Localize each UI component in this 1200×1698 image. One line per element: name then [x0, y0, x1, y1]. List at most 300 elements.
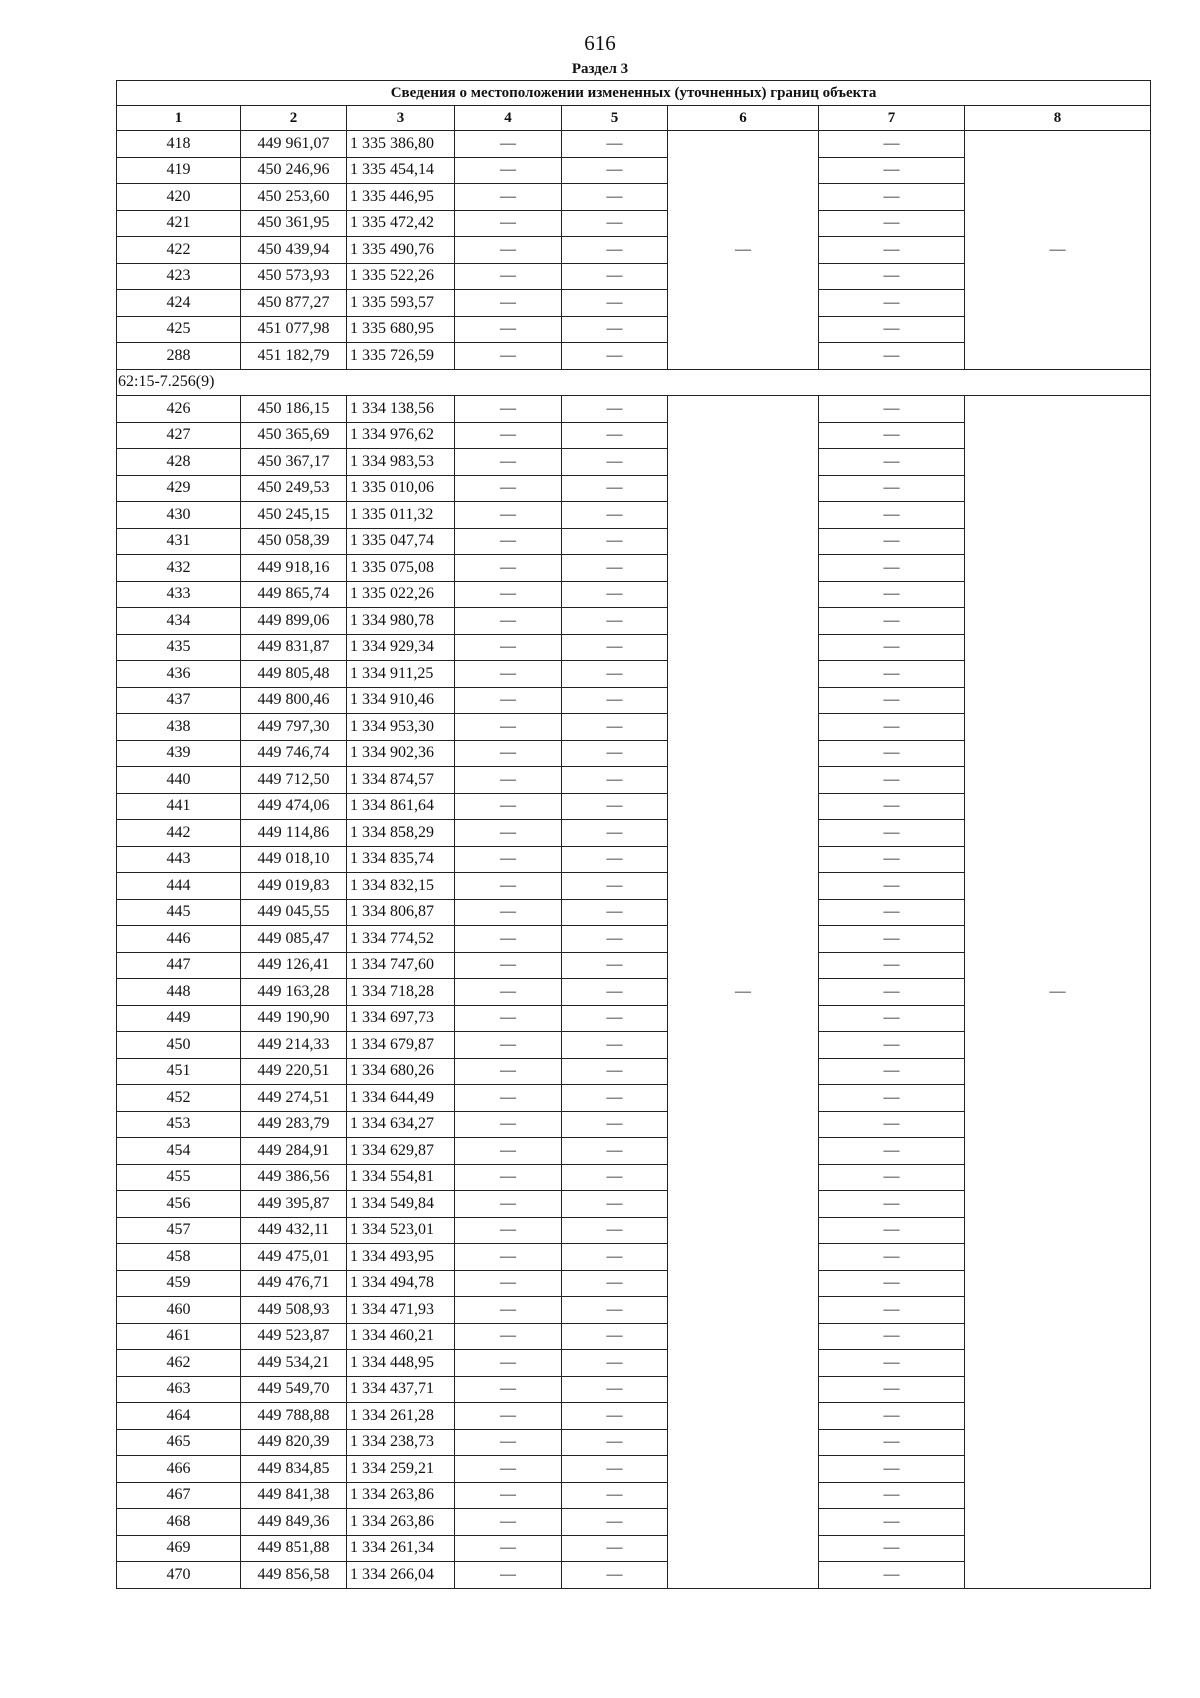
col7-dash-cell: —: [819, 661, 965, 688]
col7-dash-cell: —: [819, 157, 965, 184]
col4-dash-cell: —: [455, 237, 562, 264]
x-coordinate-cell: 451 182,79: [241, 343, 347, 370]
y-coordinate-cell: 1 334 634,27: [347, 1111, 455, 1138]
col7-dash-cell: —: [819, 608, 965, 635]
col5-dash-cell: —: [562, 1270, 668, 1297]
col5-dash-cell: —: [562, 528, 668, 555]
table-body: [117, 131, 1151, 1589]
col7-dash-cell: —: [819, 290, 965, 317]
y-coordinate-cell: 1 334 902,36: [347, 740, 455, 767]
col7-dash-cell: —: [819, 237, 965, 264]
section-title: Раздел 3: [571, 61, 629, 77]
x-coordinate-cell: 449 549,70: [241, 1376, 347, 1403]
col5-dash-cell: —: [562, 449, 668, 476]
x-coordinate-cell: 450 439,94: [241, 237, 347, 264]
x-coordinate-cell: 450 365,69: [241, 422, 347, 449]
x-coordinate-cell: 449 274,51: [241, 1085, 347, 1112]
point-number-cell: 469: [117, 1535, 241, 1562]
x-coordinate-cell: 449 841,38: [241, 1482, 347, 1509]
point-number-cell: 426: [117, 396, 241, 423]
x-coordinate-cell: 449 475,01: [241, 1244, 347, 1271]
x-coordinate-cell: 449 214,33: [241, 1032, 347, 1059]
y-coordinate-cell: 1 334 629,87: [347, 1138, 455, 1165]
col7-dash-cell: —: [819, 1058, 965, 1085]
y-coordinate-cell: 1 335 726,59: [347, 343, 455, 370]
coordinates-table: [116, 80, 1151, 1589]
point-number-cell: 464: [117, 1403, 241, 1430]
col5-dash-cell: —: [562, 263, 668, 290]
col5-dash-cell: —: [562, 608, 668, 635]
point-number-cell: 429: [117, 475, 241, 502]
col4-dash-cell: —: [455, 1191, 562, 1218]
x-coordinate-cell: 450 367,17: [241, 449, 347, 476]
column-number: 6: [668, 106, 819, 131]
point-number-cell: 468: [117, 1509, 241, 1536]
col4-dash-cell: —: [455, 1270, 562, 1297]
point-number-cell: 461: [117, 1323, 241, 1350]
point-number-cell: 436: [117, 661, 241, 688]
point-number-cell: 448: [117, 979, 241, 1006]
col5-dash-cell: —: [562, 1562, 668, 1589]
col4-dash-cell: —: [455, 131, 562, 158]
point-number-cell: 425: [117, 316, 241, 343]
col4-dash-cell: —: [455, 343, 562, 370]
y-coordinate-cell: 1 335 472,42: [347, 210, 455, 237]
x-coordinate-cell: 449 523,87: [241, 1323, 347, 1350]
col7-dash-cell: —: [819, 396, 965, 423]
col5-dash-cell: —: [562, 820, 668, 847]
y-coordinate-cell: 1 335 010,06: [347, 475, 455, 502]
col7-dash-cell: —: [819, 820, 965, 847]
point-number-cell: 441: [117, 793, 241, 820]
col7-dash-cell: —: [819, 634, 965, 661]
point-number-cell: 459: [117, 1270, 241, 1297]
point-number-cell: 442: [117, 820, 241, 847]
point-number-cell: 455: [117, 1164, 241, 1191]
col5-dash-cell: —: [562, 952, 668, 979]
col5-dash-cell: —: [562, 899, 668, 926]
col7-dash-cell: —: [819, 449, 965, 476]
column-number: 8: [965, 106, 1151, 131]
col4-dash-cell: —: [455, 555, 562, 582]
y-coordinate-cell: 1 334 980,78: [347, 608, 455, 635]
col7-dash-cell: —: [819, 1217, 965, 1244]
point-number-cell: 462: [117, 1350, 241, 1377]
y-coordinate-cell: 1 334 549,84: [347, 1191, 455, 1218]
x-coordinate-cell: 449 899,06: [241, 608, 347, 635]
col5-dash-cell: —: [562, 767, 668, 794]
col5-dash-cell: —: [562, 1138, 668, 1165]
x-coordinate-cell: 449 820,39: [241, 1429, 347, 1456]
col5-dash-cell: —: [562, 1217, 668, 1244]
col4-dash-cell: —: [455, 396, 562, 423]
col4-dash-cell: —: [455, 767, 562, 794]
col5-dash-cell: —: [562, 131, 668, 158]
x-coordinate-cell: 449 712,50: [241, 767, 347, 794]
y-coordinate-cell: 1 334 263,86: [347, 1482, 455, 1509]
col5-dash-cell: —: [562, 1376, 668, 1403]
y-coordinate-cell: 1 334 138,56: [347, 396, 455, 423]
y-coordinate-cell: 1 334 953,30: [347, 714, 455, 741]
y-coordinate-cell: 1 334 861,64: [347, 793, 455, 820]
col4-dash-cell: —: [455, 926, 562, 953]
point-number-cell: 463: [117, 1376, 241, 1403]
col7-dash-cell: —: [819, 1138, 965, 1165]
col4-dash-cell: —: [455, 1032, 562, 1059]
col5-dash-cell: —: [562, 873, 668, 900]
y-coordinate-cell: 1 335 454,14: [347, 157, 455, 184]
point-number-cell: 418: [117, 131, 241, 158]
y-coordinate-cell: 1 335 047,74: [347, 528, 455, 555]
point-number-cell: 457: [117, 1217, 241, 1244]
col7-dash-cell: —: [819, 1403, 965, 1430]
point-number-cell: 427: [117, 422, 241, 449]
y-coordinate-cell: 1 334 437,71: [347, 1376, 455, 1403]
col5-dash-cell: —: [562, 1429, 668, 1456]
col6-merged-dash-cell: —: [668, 131, 819, 370]
x-coordinate-cell: 451 077,98: [241, 316, 347, 343]
col5-dash-cell: —: [562, 316, 668, 343]
point-number-cell: 444: [117, 873, 241, 900]
x-coordinate-cell: 450 253,60: [241, 184, 347, 211]
col7-dash-cell: —: [819, 1509, 965, 1536]
x-coordinate-cell: 449 849,36: [241, 1509, 347, 1536]
y-coordinate-cell: 1 334 259,21: [347, 1456, 455, 1483]
col5-dash-cell: —: [562, 1058, 668, 1085]
col4-dash-cell: —: [455, 714, 562, 741]
col5-dash-cell: —: [562, 502, 668, 529]
col4-dash-cell: —: [455, 157, 562, 184]
point-number-cell: 451: [117, 1058, 241, 1085]
col5-dash-cell: —: [562, 1191, 668, 1218]
col7-dash-cell: —: [819, 714, 965, 741]
col5-dash-cell: —: [562, 581, 668, 608]
col7-dash-cell: —: [819, 899, 965, 926]
col7-dash-cell: —: [819, 1005, 965, 1032]
col5-dash-cell: —: [562, 1111, 668, 1138]
col5-dash-cell: —: [562, 1297, 668, 1324]
y-coordinate-cell: 1 334 697,73: [347, 1005, 455, 1032]
col7-dash-cell: —: [819, 1111, 965, 1138]
point-number-cell: 456: [117, 1191, 241, 1218]
x-coordinate-cell: 449 386,56: [241, 1164, 347, 1191]
point-number-cell: 438: [117, 714, 241, 741]
y-coordinate-cell: 1 334 493,95: [347, 1244, 455, 1271]
col7-dash-cell: —: [819, 475, 965, 502]
point-number-cell: 435: [117, 634, 241, 661]
col7-dash-cell: —: [819, 1297, 965, 1324]
col4-dash-cell: —: [455, 1456, 562, 1483]
x-coordinate-cell: 449 865,74: [241, 581, 347, 608]
col7-dash-cell: —: [819, 1376, 965, 1403]
col5-dash-cell: —: [562, 846, 668, 873]
col4-dash-cell: —: [455, 1482, 562, 1509]
table-caption: Сведения о местоположении измененных (уточненных) границ объекта: [117, 81, 1151, 106]
point-number-cell: 439: [117, 740, 241, 767]
col5-dash-cell: —: [562, 926, 668, 953]
x-coordinate-cell: 449 045,55: [241, 899, 347, 926]
y-coordinate-cell: 1 334 680,26: [347, 1058, 455, 1085]
x-coordinate-cell: 450 877,27: [241, 290, 347, 317]
point-number-cell: 419: [117, 157, 241, 184]
x-coordinate-cell: 449 114,86: [241, 820, 347, 847]
point-number-cell: 288: [117, 343, 241, 370]
col8-merged-dash-cell: —: [965, 396, 1151, 1589]
col7-dash-cell: —: [819, 210, 965, 237]
y-coordinate-cell: 1 334 554,81: [347, 1164, 455, 1191]
col5-dash-cell: —: [562, 740, 668, 767]
y-coordinate-cell: 1 334 806,87: [347, 899, 455, 926]
col7-dash-cell: —: [819, 1535, 965, 1562]
col7-dash-cell: —: [819, 793, 965, 820]
col5-dash-cell: —: [562, 184, 668, 211]
point-number-cell: 420: [117, 184, 241, 211]
col5-dash-cell: —: [562, 1482, 668, 1509]
x-coordinate-cell: 449 856,58: [241, 1562, 347, 1589]
col7-dash-cell: —: [819, 184, 965, 211]
point-number-cell: 422: [117, 237, 241, 264]
x-coordinate-cell: 449 474,06: [241, 793, 347, 820]
col4-dash-cell: —: [455, 740, 562, 767]
col7-dash-cell: —: [819, 1429, 965, 1456]
col5-dash-cell: —: [562, 793, 668, 820]
y-coordinate-cell: 1 334 266,04: [347, 1562, 455, 1589]
column-number: 7: [819, 106, 965, 131]
col4-dash-cell: —: [455, 899, 562, 926]
x-coordinate-cell: 449 126,41: [241, 952, 347, 979]
col4-dash-cell: —: [455, 1111, 562, 1138]
col7-dash-cell: —: [819, 555, 965, 582]
col5-dash-cell: —: [562, 1085, 668, 1112]
col4-dash-cell: —: [455, 290, 562, 317]
point-number-cell: 431: [117, 528, 241, 555]
col4-dash-cell: —: [455, 608, 562, 635]
x-coordinate-cell: 450 186,15: [241, 396, 347, 423]
x-coordinate-cell: 449 220,51: [241, 1058, 347, 1085]
col7-dash-cell: —: [819, 422, 965, 449]
col4-dash-cell: —: [455, 422, 562, 449]
x-coordinate-cell: 449 834,85: [241, 1456, 347, 1483]
x-coordinate-cell: 449 788,88: [241, 1403, 347, 1430]
col4-dash-cell: —: [455, 1509, 562, 1536]
col7-dash-cell: —: [819, 846, 965, 873]
col4-dash-cell: —: [455, 502, 562, 529]
col4-dash-cell: —: [455, 661, 562, 688]
col4-dash-cell: —: [455, 979, 562, 1006]
col4-dash-cell: —: [455, 1376, 562, 1403]
col5-dash-cell: —: [562, 210, 668, 237]
col5-dash-cell: —: [562, 979, 668, 1006]
col5-dash-cell: —: [562, 475, 668, 502]
col7-dash-cell: —: [819, 131, 965, 158]
col5-dash-cell: —: [562, 1244, 668, 1271]
col4-dash-cell: —: [455, 820, 562, 847]
col5-dash-cell: —: [562, 1323, 668, 1350]
col7-dash-cell: —: [819, 316, 965, 343]
col4-dash-cell: —: [455, 316, 562, 343]
point-number-cell: 423: [117, 263, 241, 290]
x-coordinate-cell: 449 284,91: [241, 1138, 347, 1165]
y-coordinate-cell: 1 335 022,26: [347, 581, 455, 608]
col4-dash-cell: —: [455, 581, 562, 608]
col4-dash-cell: —: [455, 1058, 562, 1085]
col4-dash-cell: —: [455, 1297, 562, 1324]
group-row: [117, 369, 1151, 396]
col6-merged-dash-cell: —: [668, 396, 819, 1589]
y-coordinate-cell: 1 334 718,28: [347, 979, 455, 1006]
col7-dash-cell: —: [819, 767, 965, 794]
col5-dash-cell: —: [562, 343, 668, 370]
col5-dash-cell: —: [562, 1164, 668, 1191]
point-number-cell: 452: [117, 1085, 241, 1112]
x-coordinate-cell: 449 961,07: [241, 131, 347, 158]
point-number-cell: 454: [117, 1138, 241, 1165]
y-coordinate-cell: 1 334 929,34: [347, 634, 455, 661]
col7-dash-cell: —: [819, 263, 965, 290]
col7-dash-cell: —: [819, 979, 965, 1006]
point-number-cell: 430: [117, 502, 241, 529]
y-coordinate-cell: 1 334 523,01: [347, 1217, 455, 1244]
x-coordinate-cell: 449 476,71: [241, 1270, 347, 1297]
col4-dash-cell: —: [455, 1429, 562, 1456]
point-number-cell: 470: [117, 1562, 241, 1589]
col7-dash-cell: —: [819, 1032, 965, 1059]
x-coordinate-cell: 449 018,10: [241, 846, 347, 873]
y-coordinate-cell: 1 334 911,25: [347, 661, 455, 688]
col5-dash-cell: —: [562, 634, 668, 661]
col5-dash-cell: —: [562, 1403, 668, 1430]
point-number-cell: 443: [117, 846, 241, 873]
y-coordinate-cell: 1 334 774,52: [347, 926, 455, 953]
point-number-cell: 437: [117, 687, 241, 714]
y-coordinate-cell: 1 334 238,73: [347, 1429, 455, 1456]
col5-dash-cell: —: [562, 237, 668, 264]
y-coordinate-cell: 1 335 490,76: [347, 237, 455, 264]
x-coordinate-cell: 449 163,28: [241, 979, 347, 1006]
col5-dash-cell: —: [562, 555, 668, 582]
x-coordinate-cell: 449 283,79: [241, 1111, 347, 1138]
col4-dash-cell: —: [455, 1164, 562, 1191]
col5-dash-cell: —: [562, 157, 668, 184]
x-coordinate-cell: 450 361,95: [241, 210, 347, 237]
col7-dash-cell: —: [819, 1270, 965, 1297]
col5-dash-cell: —: [562, 661, 668, 688]
page-number: 616: [584, 31, 616, 55]
x-coordinate-cell: 450 246,96: [241, 157, 347, 184]
col4-dash-cell: —: [455, 634, 562, 661]
col7-dash-cell: —: [819, 502, 965, 529]
y-coordinate-cell: 1 334 471,93: [347, 1297, 455, 1324]
col7-dash-cell: —: [819, 528, 965, 555]
group-label: 62:15-7.256(9): [117, 369, 1151, 396]
col7-dash-cell: —: [819, 1244, 965, 1271]
col5-dash-cell: —: [562, 1509, 668, 1536]
point-number-cell: 458: [117, 1244, 241, 1271]
column-number: 5: [562, 106, 668, 131]
col5-dash-cell: —: [562, 1535, 668, 1562]
column-number: 3: [347, 106, 455, 131]
col5-dash-cell: —: [562, 1350, 668, 1377]
col7-dash-cell: —: [819, 1323, 965, 1350]
x-coordinate-cell: 449 190,90: [241, 1005, 347, 1032]
y-coordinate-cell: 1 335 593,57: [347, 290, 455, 317]
y-coordinate-cell: 1 334 448,95: [347, 1350, 455, 1377]
x-coordinate-cell: 449 797,30: [241, 714, 347, 741]
col7-dash-cell: —: [819, 1085, 965, 1112]
col7-dash-cell: —: [819, 926, 965, 953]
col4-dash-cell: —: [455, 1562, 562, 1589]
x-coordinate-cell: 449 800,46: [241, 687, 347, 714]
col5-dash-cell: —: [562, 422, 668, 449]
col4-dash-cell: —: [455, 449, 562, 476]
column-number: 2: [241, 106, 347, 131]
x-coordinate-cell: 449 432,11: [241, 1217, 347, 1244]
column-number: 1: [117, 106, 241, 131]
col4-dash-cell: —: [455, 952, 562, 979]
col4-dash-cell: —: [455, 873, 562, 900]
col4-dash-cell: —: [455, 1244, 562, 1271]
y-coordinate-cell: 1 334 263,86: [347, 1509, 455, 1536]
y-coordinate-cell: 1 335 386,80: [347, 131, 455, 158]
point-number-cell: 421: [117, 210, 241, 237]
y-coordinate-cell: 1 334 835,74: [347, 846, 455, 873]
col5-dash-cell: —: [562, 396, 668, 423]
col7-dash-cell: —: [819, 1482, 965, 1509]
x-coordinate-cell: 450 058,39: [241, 528, 347, 555]
col4-dash-cell: —: [455, 1138, 562, 1165]
col4-dash-cell: —: [455, 1350, 562, 1377]
y-coordinate-cell: 1 334 261,34: [347, 1535, 455, 1562]
col7-dash-cell: —: [819, 740, 965, 767]
point-number-cell: 467: [117, 1482, 241, 1509]
point-number-cell: 465: [117, 1429, 241, 1456]
x-coordinate-cell: 449 918,16: [241, 555, 347, 582]
col4-dash-cell: —: [455, 1085, 562, 1112]
point-number-cell: 424: [117, 290, 241, 317]
col4-dash-cell: —: [455, 1217, 562, 1244]
y-coordinate-cell: 1 334 679,87: [347, 1032, 455, 1059]
y-coordinate-cell: 1 335 446,95: [347, 184, 455, 211]
point-number-cell: 428: [117, 449, 241, 476]
col5-dash-cell: —: [562, 290, 668, 317]
col4-dash-cell: —: [455, 184, 562, 211]
col4-dash-cell: —: [455, 475, 562, 502]
y-coordinate-cell: 1 335 522,26: [347, 263, 455, 290]
col7-dash-cell: —: [819, 343, 965, 370]
col5-dash-cell: —: [562, 1456, 668, 1483]
point-number-cell: 466: [117, 1456, 241, 1483]
point-number-cell: 450: [117, 1032, 241, 1059]
column-number-row: [117, 106, 1151, 131]
point-number-cell: 432: [117, 555, 241, 582]
col4-dash-cell: —: [455, 263, 562, 290]
col4-dash-cell: —: [455, 1323, 562, 1350]
x-coordinate-cell: 449 085,47: [241, 926, 347, 953]
y-coordinate-cell: 1 334 858,29: [347, 820, 455, 847]
y-coordinate-cell: 1 334 747,60: [347, 952, 455, 979]
table-row: [117, 396, 1151, 423]
x-coordinate-cell: 449 508,93: [241, 1297, 347, 1324]
y-coordinate-cell: 1 334 910,46: [347, 687, 455, 714]
col4-dash-cell: —: [455, 210, 562, 237]
x-coordinate-cell: 450 245,15: [241, 502, 347, 529]
point-number-cell: 453: [117, 1111, 241, 1138]
col4-dash-cell: —: [455, 528, 562, 555]
point-number-cell: 433: [117, 581, 241, 608]
x-coordinate-cell: 449 805,48: [241, 661, 347, 688]
x-coordinate-cell: 449 831,87: [241, 634, 347, 661]
y-coordinate-cell: 1 334 644,49: [347, 1085, 455, 1112]
